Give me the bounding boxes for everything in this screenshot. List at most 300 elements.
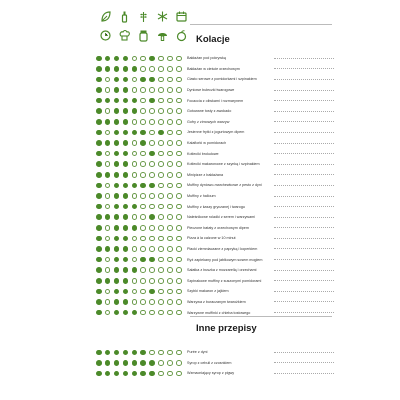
filled-dot-icon <box>149 56 155 62</box>
diet-marks <box>96 172 187 178</box>
filled-dot-icon <box>158 130 164 136</box>
filled-dot-icon <box>114 360 120 366</box>
filled-dot-icon <box>140 371 146 377</box>
filled-dot-icon <box>105 214 111 220</box>
recipe-name: Ryż zapiekany pod jabłkowym sosem mogłem <box>187 257 263 262</box>
diet-marks <box>96 278 187 284</box>
filled-dot-icon <box>114 108 120 114</box>
mushroom-icon <box>156 29 169 42</box>
diet-marks <box>96 77 187 83</box>
empty-dot-icon <box>149 108 155 114</box>
empty-dot-icon <box>167 360 173 366</box>
diet-marks <box>96 214 187 220</box>
dot-leader <box>274 206 334 207</box>
recipe-row <box>96 180 336 191</box>
filled-dot-icon <box>114 161 120 167</box>
filled-dot-icon <box>132 350 138 356</box>
filled-dot-icon <box>96 310 102 316</box>
empty-dot-icon <box>105 236 111 242</box>
empty-dot-icon <box>140 289 146 295</box>
filled-dot-icon <box>140 140 146 146</box>
dot-leader <box>274 185 334 186</box>
recipe-name: Kotleciki makaronowe z szynką i szpinakiem <box>187 162 260 167</box>
recipe-name: Warzywne muffinki z chleba tostowego <box>187 310 251 315</box>
empty-dot-icon <box>167 183 173 189</box>
empty-dot-icon <box>132 289 138 295</box>
dot-leader <box>274 301 334 302</box>
filled-dot-icon <box>123 193 129 199</box>
filled-dot-icon <box>96 56 102 62</box>
diet-marks <box>96 236 187 242</box>
filled-dot-icon <box>123 66 129 72</box>
empty-dot-icon <box>176 371 182 377</box>
dot-leader <box>274 362 334 363</box>
empty-dot-icon <box>167 278 173 284</box>
empty-dot-icon <box>132 246 138 252</box>
dot-leader <box>274 280 334 281</box>
diet-icons-row-2 <box>99 29 188 42</box>
filled-dot-icon <box>96 77 102 83</box>
filled-dot-icon <box>105 350 111 356</box>
filled-dot-icon <box>96 246 102 252</box>
empty-dot-icon <box>149 140 155 146</box>
filled-dot-icon <box>132 225 138 231</box>
diet-marks <box>96 183 187 189</box>
dot-leader <box>274 352 334 353</box>
empty-dot-icon <box>149 236 155 242</box>
empty-dot-icon <box>132 214 138 220</box>
section-title-inne-przepisy: Inne przepisy <box>196 323 257 334</box>
filled-dot-icon <box>105 98 111 104</box>
empty-dot-icon <box>140 204 146 210</box>
recipe-row <box>96 265 336 276</box>
recipe-name: Warzywa z buraczanym twarożkiem <box>187 299 246 304</box>
filled-dot-icon <box>114 278 120 284</box>
empty-dot-icon <box>176 108 182 114</box>
empty-dot-icon <box>167 289 173 295</box>
empty-dot-icon <box>176 77 182 83</box>
diet-marks <box>96 130 187 136</box>
empty-dot-icon <box>176 360 182 366</box>
recipe-name: Dyniowe bułeczki twarogowe <box>187 88 235 93</box>
empty-dot-icon <box>167 236 173 242</box>
filled-dot-icon <box>132 108 138 114</box>
filled-dot-icon <box>132 371 138 377</box>
recipe-row <box>96 223 336 234</box>
recipe-name: Muffiny z kaszy gryczanej i twarogu <box>187 204 245 209</box>
diet-marks <box>96 371 187 377</box>
recipe-row <box>96 138 336 149</box>
empty-dot-icon <box>176 350 182 356</box>
recipe-row <box>96 286 336 297</box>
empty-dot-icon <box>158 371 164 377</box>
recipe-row <box>96 368 336 379</box>
filled-dot-icon <box>96 225 102 231</box>
empty-dot-icon <box>158 310 164 316</box>
empty-dot-icon <box>140 267 146 273</box>
filled-dot-icon <box>149 360 155 366</box>
empty-dot-icon <box>149 119 155 125</box>
filled-dot-icon <box>132 310 138 316</box>
filled-dot-icon <box>96 299 102 305</box>
diet-marks <box>96 119 187 125</box>
empty-dot-icon <box>158 161 164 167</box>
filled-dot-icon <box>132 183 138 189</box>
filled-dot-icon <box>96 214 102 220</box>
filled-dot-icon <box>114 66 120 72</box>
filled-dot-icon <box>114 310 120 316</box>
empty-dot-icon <box>176 310 182 316</box>
bottle-icon <box>118 10 131 23</box>
filled-dot-icon <box>123 77 129 83</box>
filled-dot-icon <box>114 267 120 273</box>
dot-leader <box>274 100 334 101</box>
empty-dot-icon <box>158 289 164 295</box>
filled-dot-icon <box>114 225 120 231</box>
filled-dot-icon <box>114 183 120 189</box>
empty-dot-icon <box>158 151 164 157</box>
filled-dot-icon <box>132 66 138 72</box>
dot-leader <box>274 153 334 154</box>
diet-marks <box>96 310 187 316</box>
empty-dot-icon <box>158 119 164 125</box>
section-divider <box>190 316 332 317</box>
filled-dot-icon <box>114 257 120 263</box>
empty-dot-icon <box>140 225 146 231</box>
filled-dot-icon <box>96 87 102 93</box>
dot-leader <box>274 373 334 374</box>
filled-dot-icon <box>132 98 138 104</box>
dot-leader <box>274 259 334 260</box>
filled-dot-icon <box>123 310 129 316</box>
recipe-row <box>96 106 336 117</box>
empty-dot-icon <box>140 119 146 125</box>
empty-dot-icon <box>158 214 164 220</box>
filled-dot-icon <box>114 246 120 252</box>
recipe-row <box>96 159 336 170</box>
diet-marks <box>96 140 187 146</box>
diet-marks <box>96 193 187 199</box>
filled-dot-icon <box>123 299 129 305</box>
filled-dot-icon <box>149 183 155 189</box>
empty-dot-icon <box>105 310 111 316</box>
section-divider <box>190 24 332 25</box>
filled-dot-icon <box>96 140 102 146</box>
empty-dot-icon <box>167 350 173 356</box>
empty-dot-icon <box>176 267 182 273</box>
recipe-name: Minipizze z bakłażana <box>187 172 224 177</box>
empty-dot-icon <box>158 350 164 356</box>
diet-marks <box>96 289 187 295</box>
dot-leader <box>274 121 334 122</box>
filled-dot-icon <box>123 350 129 356</box>
empty-dot-icon <box>149 193 155 199</box>
empty-dot-icon <box>158 204 164 210</box>
recipe-row <box>96 191 336 202</box>
empty-dot-icon <box>167 151 173 157</box>
filled-dot-icon <box>123 214 129 220</box>
diet-marks <box>96 267 187 273</box>
recipe-name: Wzmacniający syrop z pigwy <box>187 371 235 376</box>
recipe-name: Bakłażan w cieście orzechowym <box>187 66 240 71</box>
empty-dot-icon <box>167 214 173 220</box>
empty-dot-icon <box>176 289 182 295</box>
filled-dot-icon <box>96 278 102 284</box>
filled-dot-icon <box>123 98 129 104</box>
dot-leader <box>274 291 334 292</box>
recipe-row <box>96 53 336 64</box>
empty-dot-icon <box>149 204 155 210</box>
recipe-name: Szybki makaron z jajkiem <box>187 289 229 294</box>
recipe-list-inne-przepisy <box>96 347 336 379</box>
empty-dot-icon <box>176 193 182 199</box>
filled-dot-icon <box>114 151 120 157</box>
empty-dot-icon <box>167 87 173 93</box>
empty-dot-icon <box>158 360 164 366</box>
empty-dot-icon <box>140 161 146 167</box>
dot-leader <box>274 217 334 218</box>
empty-dot-icon <box>132 161 138 167</box>
filled-dot-icon <box>96 161 102 167</box>
filled-dot-icon <box>96 66 102 72</box>
recipe-name: Kotleciki brokułowe <box>187 151 219 156</box>
empty-dot-icon <box>105 130 111 136</box>
filled-dot-icon <box>114 236 120 242</box>
recipe-name: Bakłażan pod pokrywką <box>187 56 226 61</box>
empty-dot-icon <box>176 140 182 146</box>
recipe-name: Gofry z zimowych warzyw <box>187 119 230 124</box>
filled-dot-icon <box>96 204 102 210</box>
recipe-row <box>96 74 336 85</box>
recipe-row <box>96 233 336 244</box>
recipe-name: Sałatka z buszka z mozzarellą i orzechami <box>187 268 257 273</box>
filled-dot-icon <box>123 246 129 252</box>
filled-dot-icon <box>114 350 120 356</box>
empty-dot-icon <box>176 87 182 93</box>
filled-dot-icon <box>96 236 102 242</box>
empty-dot-icon <box>176 130 182 136</box>
filled-dot-icon <box>105 246 111 252</box>
dot-leader <box>274 58 334 59</box>
filled-dot-icon <box>123 225 129 231</box>
recipe-name: Syrop z cebuli z czosnkiem <box>187 360 232 365</box>
empty-dot-icon <box>140 236 146 242</box>
filled-dot-icon <box>140 350 146 356</box>
filled-dot-icon <box>114 193 120 199</box>
empty-dot-icon <box>132 257 138 263</box>
recipe-list-kolacje <box>96 53 336 318</box>
filled-dot-icon <box>114 56 120 62</box>
empty-dot-icon <box>140 56 146 62</box>
recipe-name: Pieczone bataty z orzechowym dipem <box>187 225 249 230</box>
filled-dot-icon <box>96 360 102 366</box>
filled-dot-icon <box>105 360 111 366</box>
filled-dot-icon <box>96 172 102 178</box>
empty-dot-icon <box>149 246 155 252</box>
filled-dot-icon <box>96 289 102 295</box>
empty-dot-icon <box>132 172 138 178</box>
filled-dot-icon <box>105 371 111 377</box>
empty-dot-icon <box>140 87 146 93</box>
filled-dot-icon <box>149 289 155 295</box>
filled-dot-icon <box>114 371 120 377</box>
empty-dot-icon <box>167 140 173 146</box>
empty-dot-icon <box>140 108 146 114</box>
recipe-name: Gotowane tosty z awokado <box>187 109 232 114</box>
empty-dot-icon <box>176 119 182 125</box>
recipe-row <box>96 358 336 369</box>
empty-dot-icon <box>132 119 138 125</box>
filled-dot-icon <box>123 119 129 125</box>
empty-dot-icon <box>176 161 182 167</box>
filled-dot-icon <box>123 236 129 242</box>
filled-dot-icon <box>123 87 129 93</box>
filled-dot-icon <box>140 130 146 136</box>
empty-dot-icon <box>132 87 138 93</box>
empty-dot-icon <box>140 193 146 199</box>
empty-dot-icon <box>105 183 111 189</box>
diet-marks <box>96 161 187 167</box>
filled-dot-icon <box>114 98 120 104</box>
filled-dot-icon <box>149 151 155 157</box>
empty-dot-icon <box>140 299 146 305</box>
filled-dot-icon <box>132 360 138 366</box>
diet-marks <box>96 108 187 114</box>
dot-leader <box>274 68 334 69</box>
empty-dot-icon <box>167 204 173 210</box>
filled-dot-icon <box>140 257 146 263</box>
dot-leader <box>274 79 334 80</box>
empty-dot-icon <box>140 151 146 157</box>
filled-dot-icon <box>105 278 111 284</box>
empty-dot-icon <box>167 310 173 316</box>
recipe-name: Purée z dyni <box>187 350 208 355</box>
empty-dot-icon <box>176 172 182 178</box>
empty-dot-icon <box>149 66 155 72</box>
empty-dot-icon <box>158 140 164 146</box>
recipe-row <box>96 148 336 159</box>
filled-dot-icon <box>149 371 155 377</box>
dot-leader <box>274 238 334 239</box>
filled-dot-icon <box>96 350 102 356</box>
dot-leader <box>274 143 334 144</box>
empty-dot-icon <box>105 257 111 263</box>
empty-dot-icon <box>158 236 164 242</box>
diet-marks <box>96 66 187 72</box>
empty-dot-icon <box>105 299 111 305</box>
empty-dot-icon <box>176 56 182 62</box>
filled-dot-icon <box>96 119 102 125</box>
filled-dot-icon <box>114 289 120 295</box>
empty-dot-icon <box>105 151 111 157</box>
recipe-row <box>96 212 336 223</box>
filled-dot-icon <box>140 77 146 83</box>
filled-dot-icon <box>96 183 102 189</box>
diet-marks <box>96 360 187 366</box>
recipe-name: Pizza à la calzone w 10 minut <box>187 236 236 241</box>
dot-leader <box>274 164 334 165</box>
empty-dot-icon <box>158 87 164 93</box>
recipe-name: Kalafiorki w pomidorach <box>187 141 227 146</box>
dot-leader <box>274 111 334 112</box>
filled-dot-icon <box>96 151 102 157</box>
filled-dot-icon <box>123 172 129 178</box>
diet-marks <box>96 225 187 231</box>
filled-dot-icon <box>96 108 102 114</box>
filled-dot-icon <box>96 257 102 263</box>
filled-dot-icon <box>96 98 102 104</box>
empty-dot-icon <box>158 98 164 104</box>
empty-dot-icon <box>167 299 173 305</box>
empty-dot-icon <box>140 172 146 178</box>
empty-dot-icon <box>149 278 155 284</box>
chef-icon <box>118 29 131 42</box>
empty-dot-icon <box>105 267 111 273</box>
recipe-name: Naleśnikowe roladki z serem i warzywami <box>187 215 256 220</box>
empty-dot-icon <box>105 204 111 210</box>
filled-dot-icon <box>105 119 111 125</box>
empty-dot-icon <box>158 299 164 305</box>
empty-dot-icon <box>140 278 146 284</box>
recipe-row <box>96 64 336 75</box>
recipe-name: Szpinakowe muffiny z suszonymi pomidorami <box>187 278 262 283</box>
filled-dot-icon <box>123 108 129 114</box>
empty-dot-icon <box>105 77 111 83</box>
empty-dot-icon <box>132 151 138 157</box>
empty-dot-icon <box>158 225 164 231</box>
filled-dot-icon <box>123 289 129 295</box>
filled-dot-icon <box>114 119 120 125</box>
recipe-name: Ciasto serowe z pomidorkami i szpinakiem <box>187 77 257 82</box>
filled-dot-icon <box>132 130 138 136</box>
empty-dot-icon <box>167 161 173 167</box>
empty-dot-icon <box>158 56 164 62</box>
empty-dot-icon <box>176 98 182 104</box>
recipe-row <box>96 244 336 255</box>
recipe-name: Muffiny dyniowo-marchewkowe z pesto z dyni <box>187 183 262 188</box>
filled-dot-icon <box>149 98 155 104</box>
dot-leader <box>274 270 334 271</box>
filled-dot-icon <box>123 371 129 377</box>
filled-dot-icon <box>123 267 129 273</box>
empty-dot-icon <box>149 161 155 167</box>
empty-dot-icon <box>105 108 111 114</box>
filled-dot-icon <box>105 56 111 62</box>
diet-marks <box>96 299 187 305</box>
filled-dot-icon <box>149 214 155 220</box>
diet-marks <box>96 56 187 62</box>
empty-dot-icon <box>176 299 182 305</box>
empty-dot-icon <box>167 66 173 72</box>
filled-dot-icon <box>114 299 120 305</box>
empty-dot-icon <box>105 289 111 295</box>
filled-dot-icon <box>114 140 120 146</box>
filled-dot-icon <box>123 56 129 62</box>
recipe-row <box>96 201 336 212</box>
filled-dot-icon <box>140 183 146 189</box>
empty-dot-icon <box>105 87 111 93</box>
filled-dot-icon <box>123 278 129 284</box>
empty-dot-icon <box>149 172 155 178</box>
filled-dot-icon <box>114 214 120 220</box>
empty-dot-icon <box>176 151 182 157</box>
empty-dot-icon <box>140 98 146 104</box>
filled-dot-icon <box>105 172 111 178</box>
filled-dot-icon <box>123 204 129 210</box>
section-title-kolacje: Kolacje <box>196 34 230 45</box>
diet-marks <box>96 350 187 356</box>
empty-dot-icon <box>132 299 138 305</box>
